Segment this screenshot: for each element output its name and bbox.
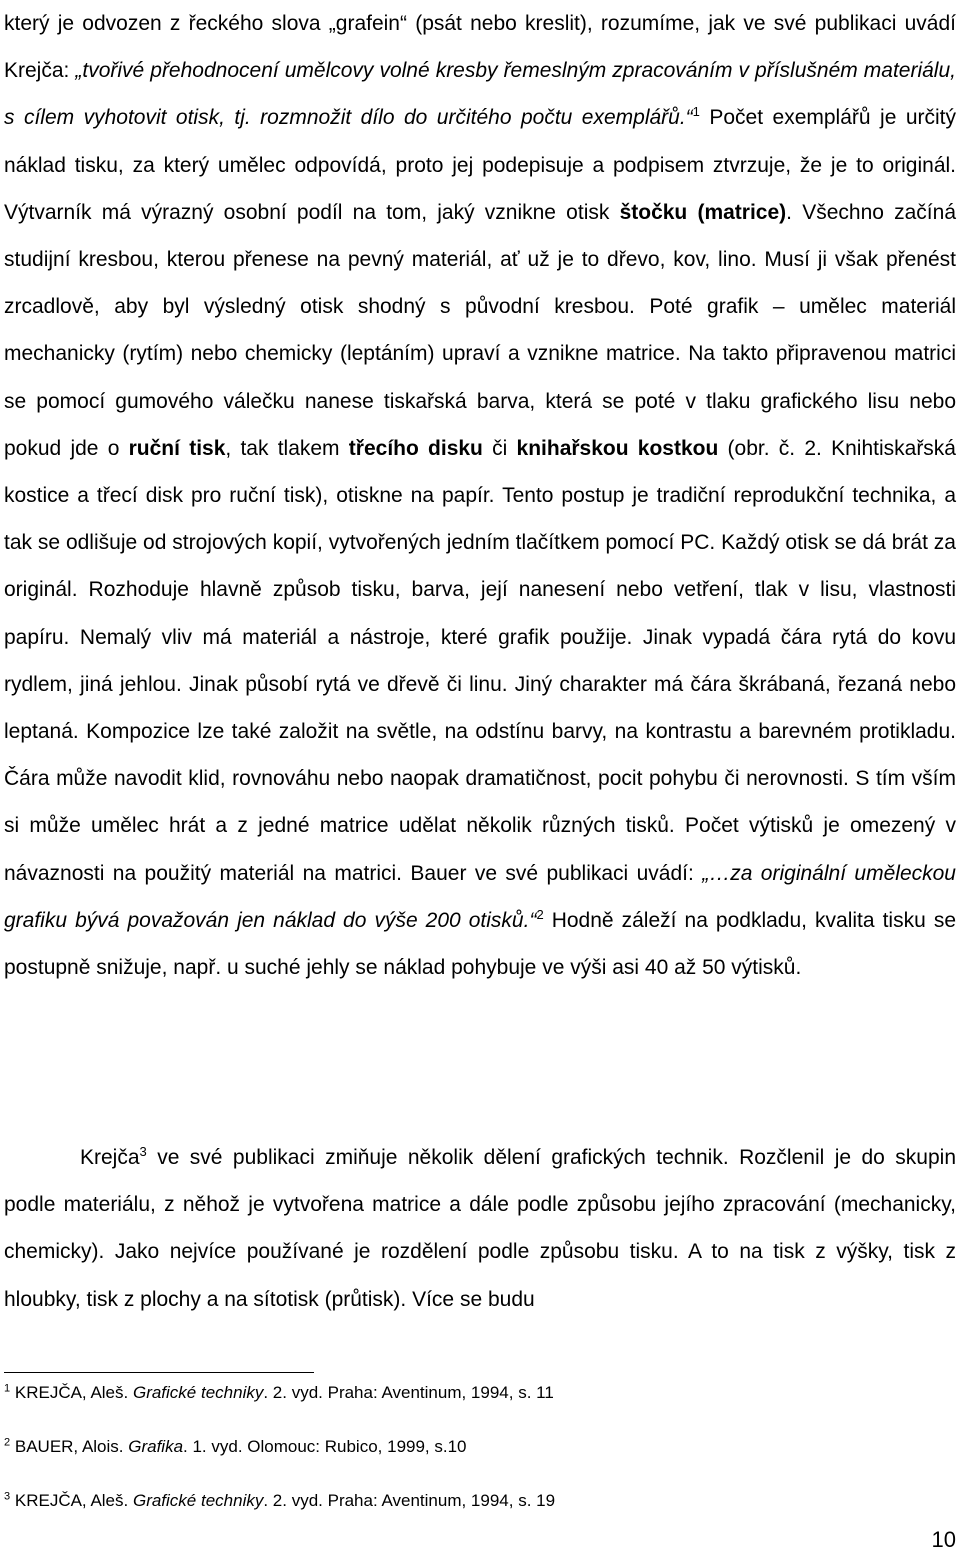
quote-krejca: „tvořivé přehodnocení umělcovy volné kresby řemeslným zpracováním v příslušném materiálu, s cílem vyhotovit otisk, tj. rozmnožit dílo do určitého počtu exemplářů.“ [4, 59, 956, 130]
footnote-number: 2 [4, 1436, 11, 1449]
page-number: 10 [931, 1527, 956, 1552]
footnote-3 [4, 1490, 555, 1512]
footnote-title: Grafické techniky [132, 1383, 264, 1402]
footnote-ref-3[interactable]: 3 [139, 1144, 147, 1159]
text-run: Počet exemplářů je určitý náklad tisku, za který umělec odpovídá, proto jej podepisuje a podpisem ztvrzuje, že je to originál. Výtvarník má výrazný osobní podíl na tom, jaký vznikne otisk [4, 106, 956, 224]
footnote-publication: . 1. vyd. Olomouc: Rubico, 1999, s.10 [183, 1437, 467, 1456]
footnote-ref-2[interactable]: 2 [536, 906, 544, 922]
bold-term-rucni-tisk: ruční tisk [128, 436, 226, 460]
footnote-author: KREJČA, Aleš. [14, 1383, 133, 1402]
footnote-publication: . 2. vyd. Praha: Aventinum, 1994, s. 11 [263, 1383, 554, 1402]
text-run: , tak tlakem [225, 436, 349, 460]
body-paragraph-1 [4, 0, 956, 991]
text-run: . Všechno začíná studijní kresbou, kterou přenese na pevný materiál, ať už je to dřevo, kov, lino. Musí ji však přenést zrcadlově, aby byl výsledný otisk shodný s původní kresbou. Poté grafik – umělec materiál mechanicky (rytím) nebo chemicky (leptáním) upraví a vznikne matrice. Na takto připravenou matrici se pomocí gumového válečku nanese tiskařská barva, která se poté v tlaku grafického lisu nebo pokud jde o [4, 200, 957, 460]
footnote-author: BAUER, Alois. [14, 1437, 129, 1456]
text-run: který je odvozen z řeckého slova „grafein“ (psát nebo kreslit), rozumíme, jak ve své publikaci uvádí Krejča: [4, 12, 956, 83]
footnote-title: Grafika [128, 1437, 184, 1456]
bold-term-knihařskou-kostkou: knihařskou kostkou [516, 436, 719, 460]
text-run: (obr. č. 2. Knihtiskařská kostice a třecí disk pro ruční tisk), otiskne na papír. Tento postup je tradiční reprodukční technika, a tak se odlišuje od strojových kopií, vytvořených jedním tlačítkem pomocí PC. Každý otisk se dá brát za originál. Rozhoduje hlavně způsob tisku, barva, její nanesení nebo vetření, tlak v lisu, vlastnosti papíru. Nemalý vliv má materiál a nástroje, které grafik použije. Jinak vypadá čára rytá do kovu rydlem, jiná jehlou. Jinak působí rytá ve dřevě či linu. Jiný charakter má čára škrábaná, řezaná nebo leptaná. Kompozice lze také založit na světle, na odstínu barvy, na kontrastu a barevném protikladu. Čára může navodit klid, rovnováhu nebo naopak dramatičnost, pocit pohybu či nerovnosti. S tím vším si může umělec hrát a z jedné matrice udělat několik různých tisků. Počet výtisků je omezený v návaznosti na použitý materiál na matrici. Bauer ve své publikaci uvádí: [4, 436, 956, 885]
footnote-publication: . 2. vyd. Praha: Aventinum, 1994, s. 19 [263, 1491, 556, 1510]
text-run: ve své publikaci zmiňuje několik dělení grafických technik. Rozčlenil je do skupin podle materiálu, z něhož je vytvořena matrice a dále podle způsobu jejího zpracování (mechanicky, chemicky). Jako nejvíce používané je rozdělení podle způsobu tisku. A to na tisk z výšky, tisk z hloubky, tisk z plochy a na sítotisk (průtisk). Více se budu [4, 1146, 956, 1311]
footnote-author: KREJČA, Aleš. [14, 1491, 133, 1510]
footnote-1 [4, 1382, 554, 1404]
footnote-separator [4, 1372, 314, 1373]
bold-term-stocku: štočku (matrice) [619, 200, 787, 224]
text-run: Hodně záleží na podkladu, kvalita tisku se postupně snižuje, např. u suché jehly se náklad pohybuje ve výši asi 40 až 50 výtisků. [4, 908, 956, 980]
quote-bauer: „…za originální uměleckou grafiku bývá považován jen náklad do výše 200 otisků.“ [4, 861, 956, 932]
footnote-number: 1 [4, 1382, 11, 1395]
footnote-ref-1[interactable]: 1 [692, 104, 700, 120]
body-paragraph-2 [4, 1134, 956, 1323]
text-run: Krejča [80, 1146, 140, 1169]
footnote-number: 3 [4, 1490, 11, 1503]
text-run: či [482, 436, 517, 460]
footnote-title: Grafické techniky [132, 1491, 264, 1510]
footnote-2 [4, 1436, 467, 1458]
bold-term-treciho-disku: třecího disku [348, 436, 483, 460]
